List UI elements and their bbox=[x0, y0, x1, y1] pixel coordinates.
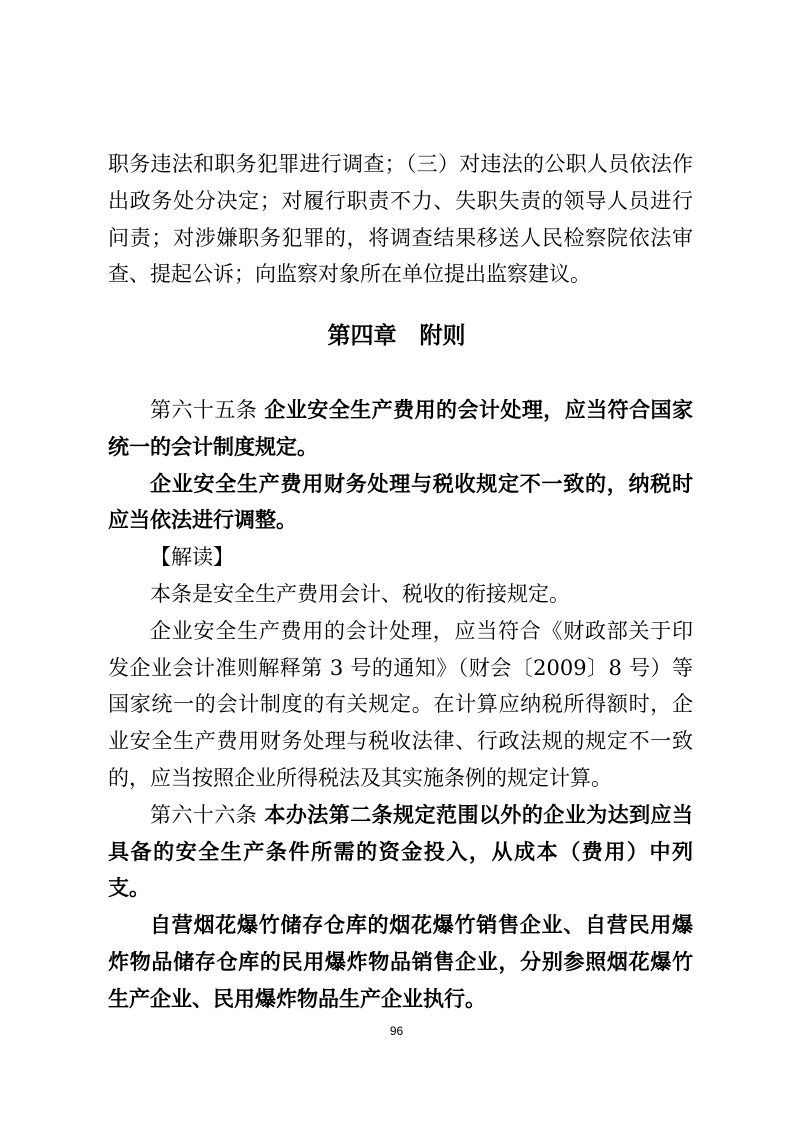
article-65-para-2: 企业安全生产费用财务处理与税收规定不一致的，纳税时应当依法进行调整。 bbox=[108, 471, 693, 533]
interpretation-para-2: 企业安全生产费用的会计处理，应当符合《财政部关于印发企业会计准则解释第 3 号的通知》（财会〔2009〕8 号）等国家统一的会计制度的有关规定。在计算应纳税所得额时，企业安全生产费用财务处理与税收法律、行政法规的规定不一致的，应当按照企业所得税法及其实施条例的规定计算。 bbox=[108, 618, 693, 790]
article-text: 本办法第二条规定范围以外的企业为达到应当具备的安全生产条件所需的资金投入，从成本（费用）中列支。 bbox=[108, 802, 694, 901]
article-65 bbox=[108, 392, 693, 466]
interpretation-para-1: 本条是安全生产费用会计、税收的衔接规定。 bbox=[150, 581, 570, 606]
articles-block bbox=[108, 392, 693, 1018]
paragraph-text: 职务违法和职务犯罪进行调查；（三）对违法的公职人员依法作出政务处分决定；对履行职责不力、失职失责的领导人员进行问责；对涉嫌职务犯罪的，将调查结果移送人民检察院依法审查、提起公诉；向监察对象所在单位提出监察建议。 bbox=[108, 152, 693, 287]
page-number: 96 bbox=[389, 1024, 404, 1038]
article-66-para-2: 自营烟花爆竹储存仓库的烟花爆竹销售企业、自营民用爆炸物品储存仓库的民用爆炸物品销售企业，分别参照烟花爆竹生产企业、民用爆炸物品生产企业执行。 bbox=[108, 913, 693, 1011]
article-number: 第六十五条 bbox=[150, 398, 258, 422]
interpretation-label: 【解读】 bbox=[150, 545, 234, 570]
article-text: 企业安全生产费用的会计处理，应当符合国家统一的会计制度规定。 bbox=[108, 398, 694, 459]
chapter-heading: 第四章 附则 bbox=[327, 323, 466, 349]
article-66 bbox=[108, 797, 693, 907]
article-number: 第六十六条 bbox=[150, 802, 258, 827]
continued-paragraph bbox=[108, 146, 693, 293]
